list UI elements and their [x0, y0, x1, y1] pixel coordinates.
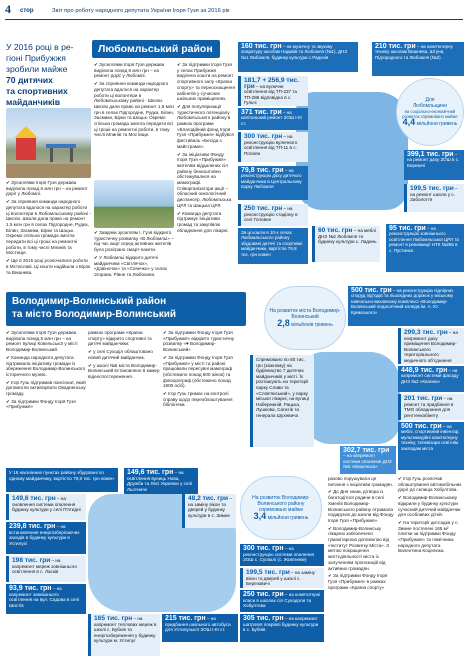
intro-line: майданчиків: [6, 97, 60, 107]
banner-line: Володимир-Волинський район: [12, 296, 167, 307]
paragraph: ✔ У Любомльі відкрито дитячі майданчики «Світлячок», «Дзвіночок» та «Сонечко» у селах Згорани, Рівне та Любохини.: [94, 254, 168, 277]
callout: [162, 614, 238, 642]
total-circle-lyubomil: [396, 78, 464, 146]
paragraph: ✔ За підтримки Фонду Ігоря Гузя «Прибужжя»: [6, 398, 76, 410]
page-header: [0, 0, 468, 22]
callout: [238, 204, 308, 226]
callout-text: – на реконструкцію зовнішнього освітлення Любомльської ЦРЛ та ремонт в реанімації НТК №286 в с. Пустинка: [389, 226, 459, 253]
playground-photo: [6, 108, 91, 178]
amount: 198 тис. гри: [12, 557, 51, 564]
callout-text: – на придбання шкільного автобуса для Устилузької ЗОШ І-ІІІ ст.: [165, 616, 231, 633]
callout: [398, 366, 464, 392]
paragraph: ✔ Володимир-Волинському відкрили у будинку культури сучасний дитячий майданчик для особливих дітей.: [398, 495, 461, 518]
circle-unit: мільйони гривень: [416, 121, 458, 127]
paragraph: ✔ Ігор Гузь розпочав облаштування автомобільних доріг до селища Хобултова.: [398, 476, 462, 493]
callout: [240, 544, 324, 566]
callout-text: – на заміну вікон та дверей у будинку культури в с. Зимне: [188, 496, 232, 518]
amount: 93,9 тис. грн: [9, 585, 52, 592]
city-map: [304, 352, 400, 444]
callout-text: – на заміну вікон та дверей у школі с. Березовичі: [246, 570, 315, 587]
callout-text: – на капремонт даху приміщення Володимир-Волинського територіального медичного об'єднання: [404, 330, 458, 363]
circle-unit: мільйонів гривень: [291, 322, 333, 328]
circle-label: На розвиток міста Володимир-Волинський: [269, 308, 341, 320]
amount: 199,5 тис. гри: [410, 185, 454, 192]
total-circle-city: [264, 286, 346, 350]
callout-text: – на вуличне освітлення від ТП-237 та ТП-286 відповідно в с. Гульчі: [244, 83, 297, 106]
amount: 448,9 тис. грн: [401, 367, 448, 374]
amount: 215 тис. грн: [165, 615, 206, 622]
callout-text: – на встановлення енергозберігаючих заходів в будинку культури в Устилузі: [9, 524, 80, 546]
callout-text: – на капітальний ремонт ЗОШ І-ІІІ ст.: [241, 110, 302, 126]
right-lower-col2: [398, 476, 464, 656]
intro-line: 70 дитячих: [6, 75, 53, 85]
callout: [240, 568, 324, 588]
paragraph: ✔ За підтримки Ігоря Гузя у селах Прибужжя виділено кошти на ремонт спортивного залу «Країна спорту» та переоснащення кабінетів у сучасних шкільних приміщеннях.: [177, 62, 235, 102]
amount: 95 тис. гри: [389, 225, 426, 232]
section1-col2: [94, 62, 174, 172]
section1-col2b: [94, 230, 174, 290]
header-divider: [5, 19, 463, 20]
amount: 149,6 тис. грн: [127, 469, 174, 476]
callout: [398, 422, 464, 470]
callout-text: – на комп'ютерну техніку школам Вишнева, Штуни, Підгородного та Любомля (№2): [375, 44, 453, 60]
paragraph: ✔ Завдяки зусиллям І. Гузя відкрито туристичну розвилку «В Любомльі» – під час акції серед активних жителів було розіграно смарт-пакети.: [94, 230, 174, 253]
page-word: стор: [20, 8, 34, 14]
amount: 250 тис. гри: [243, 591, 284, 598]
paragraph: ✔ Ігор Гузь підтримав пансіонат, який допомогли активізувати Овадненську громаду.: [6, 379, 86, 397]
paragraph: ✔ До Дня знань дітвора із багатодітної родини в селі Хмелів Володимир-Волинського району отримала подарунок до школи від Фонду Ігоря Гузя «Прибужжя».: [328, 489, 394, 523]
callout-text: – на реконструкцію вуличного освітлення від ТП-11 в с. Полапи: [244, 134, 298, 156]
section2-col3: [163, 330, 241, 465]
paragraph: ✔ Для популяризації туристичного потенціалу Любомльського району в рамках програми «Благодійний фонд Ігоря Гузя «Прибужжя» відбувся фестиваль «Бесіда з майстрами».: [177, 103, 234, 149]
callout: [238, 42, 358, 72]
amount: 302,7 тис. гри: [343, 447, 390, 454]
intro-line: та спортивних: [6, 86, 68, 96]
total-circle-district: [240, 476, 322, 540]
amount: 201 тис. гри: [404, 395, 443, 402]
amount: 239,8 тис. грн: [9, 523, 56, 530]
callout-text: – на реконструкцію даху дитячого майданчика в Центральному парку Любомля: [241, 168, 302, 190]
circle-amount: 3,4: [253, 511, 267, 521]
amount: 210 тис. гри: [375, 43, 416, 50]
paragraph: ✔ Ще в 2015 році розпочалися роботи в Мстиславі. Ці кошти надійшли з Бірок та Вишнева.: [6, 258, 91, 275]
banner-line: та місто Володимир-Волинський: [12, 309, 177, 320]
amount: 165 тис. грн: [94, 615, 133, 622]
amount: 181,7 + 256,9 тис. гри: [244, 77, 300, 90]
circle-label: Любомльщини: [412, 103, 448, 109]
paragraph: ✔ За ініціативи Фонду Ігоря Гузя «Прибужжя» жителям віддалених сіл району безкоштовно обстежувалися на мамографі. Співорганізатори акції – обласний онкологічний диспансер, Любомльська ЦРЛ та Шацька ЦРЛ.: [177, 151, 232, 208]
amount: 60 тис. грн: [318, 227, 353, 234]
paragraph: ✔ Зусиллями Ігоря Гузя держава виділила понад 5 млн грн – на ремонт вулиці Ковельської у місті Володимир-Волинський.: [6, 330, 78, 353]
callout: [238, 228, 308, 264]
callout: [398, 394, 464, 420]
paragraph: разово порушувала це питання з ініціативи громадян.: [328, 476, 393, 487]
amount: 149,6 тис. грн: [12, 495, 56, 502]
callout-text: – на капремонт системи опалення ДНЗ №5 «Вишенька»: [343, 453, 392, 470]
callout-text: – на музичну та звукову апаратуру школам Надиків та Любомля (№1), ДНЗ №1 Любомля, будинку культури с.Радехів: [241, 44, 348, 60]
amount: 500 тис. гри: [351, 287, 392, 294]
callout: [124, 468, 198, 494]
callout: [404, 150, 464, 180]
callout-text: – на капремонт теплових мереж в школі с. Бубнів та енергозбереження у будинку культури м. Устилуг: [94, 616, 157, 644]
paragraph: ✔ Ігор Гузь тримає на контролі справу щодо переоблаштування бібліотеки.: [163, 391, 233, 408]
playgrounds-note: У 18 населених пунктах району збудовані по одному майданчику, вартістю 79,8 тис. грн кожен: [6, 468, 118, 492]
playground-illustration: [6, 108, 91, 178]
callout: [240, 590, 324, 612]
circle-amount: 2,8: [277, 318, 290, 328]
circle-label: Для: [425, 97, 435, 103]
mid-text: [250, 355, 314, 447]
callout: [182, 494, 236, 528]
paragraph: ✔ Володимир-Волинську лікарню забезпечено гуманітарною допомогою від «Інститут Розвитку Міста». З метою покращення життєдіяльності міста із залученням пропозицій від активних громадян.: [328, 525, 390, 571]
callout-text: – на капремонт шатрової покрівлі будинку культури в с. Бубнів: [243, 616, 319, 633]
amount: 371 тис. гри: [241, 109, 282, 116]
amount: 399,1 тис. гри: [407, 151, 454, 158]
callout-text: – на меблі, спортивний інвентар, мультимедійні комп'ютерну техніку, телевізори освітнім закладам міста: [401, 424, 460, 451]
paragraph: ✔ За підтримки Фонду Ігоря Гузя «Прибужжя» в рамках програми «Країна спорту»: [328, 573, 388, 590]
mid-text-line: Спрямовано по: [256, 357, 289, 362]
section2-col1: [6, 330, 86, 465]
callout-text: – на реконструкцію системи опалення ЗОШ с. Сусвалі (с. Жовтневе): [243, 546, 315, 563]
paragraph: ✔ Зусиллями Ігоря Гузя держава виділила понад 6 млн грн – на ремонт доріг у Любомлі.: [94, 62, 165, 79]
intro-line: зробили майже: [6, 64, 68, 74]
paragraph: ✔ у селі Суходіл облаштовано новий дитячий майданчик.: [88, 349, 153, 360]
paragraph: ✔ За сприяння команди народного депутата вдалося на характер роботи ці волонтери в Любомльському районі - Школи. Школи дали право на ремонт 1,5 млн грн в селах Підгородне, Рудка, Білин, Засмики, Бірки та Шацьк. Окремо спільна громада змогла передати всі ці гроші на ремонтні роботи, в тому числі Млинів та Мостище.: [94, 81, 174, 138]
paragraph: рамках програми «Країна спорту» відкрито спортивні та дитячі майданчики:: [88, 330, 152, 347]
callout: [6, 494, 86, 520]
paragraph: ✔ у школі №5 міста Володимир-Волинський встановлено 8 камер відеоспостереження.: [88, 362, 160, 379]
callout-text: – на оновлення системи опалення будинку культури у селі П'ятидні: [12, 496, 81, 513]
paragraph: ✔ На території дитсадка у с. Зимне постелені 165 м² плитки за підтримки Фонду «Прибужжя» та помічника народного депутата Валентина Коцелюка.: [398, 519, 459, 554]
right-lower-col1: [328, 476, 394, 656]
amount: 250 тис. грн: [244, 205, 283, 212]
amount: 300 тис. грн: [243, 545, 284, 552]
callout-text: – на ремонт та придбання в ТМО обладнання для рентгенкабінету: [404, 396, 454, 418]
paragraph: ✔ За сприяння команди народного депутата вдалося на характер роботи ці волонтери в Любомльському районі - Школи. Школи дали право на ремонт 1,5 млн грн в селах Підгородне, Рудка, Білин, Засмики, Бірки та Шацьк. Окремо спільна громада змогла передати всі ці гроші на ремонтні роботи, в тому числі Млинів та Мостище.: [6, 199, 91, 256]
amount: 500 тис. гри: [401, 423, 442, 430]
paragraph: ✔ За підтримки Фонду Ігоря Гузя «Прибужжя» у місті та районі працювали пересувні мамограф (обстежило понад 600 жінок) та флюорограф (обстежено понад 1900 осіб).: [163, 354, 233, 389]
callout-text: – на освітлення вулиць Нова, Дружби та Лесі Українки у селі Льотниче: [127, 470, 193, 492]
callout: [386, 224, 464, 272]
callout: [238, 76, 308, 106]
amount: 299,3 тис. грн: [404, 329, 448, 336]
callout-text: – на капремонт зовнішнього освітлення на вул. Садова в селі Шистів: [9, 586, 80, 608]
callout: [404, 184, 464, 212]
callout-text: – на ремонт школи у с. Заболоття: [410, 186, 458, 203]
callout-text: – на реконструкцію стадіону в селі Головне: [244, 206, 298, 223]
callout: [238, 132, 308, 162]
callout-text: За ці кошти в 10-х селах Любомльського району збудовані дитячі та спортивні майданчики, вартістю 79,8 тис. грн кожен: [241, 230, 303, 257]
lyubomil-map: [296, 92, 408, 210]
page-number: 4: [5, 2, 11, 16]
callout: [398, 328, 464, 364]
header-title: Звіт про роботу народного депутата України Ігоря Гузя за 2016 рік: [52, 8, 230, 14]
callout-text: – на меблі ДНЗ №2 Любомля та будинку культури с. Ладинь: [318, 228, 377, 245]
section2-col2: [88, 330, 160, 465]
amount: 300 тис. грн: [244, 133, 283, 140]
callout: [238, 166, 308, 200]
callout-text: – на ремонт даху ЗОШ в с. Березичі: [407, 152, 460, 168]
callout: [6, 584, 86, 614]
callout: [88, 614, 160, 656]
callout: [238, 108, 308, 130]
amount: 199,5 тис. гри: [246, 569, 290, 576]
callout: [6, 522, 86, 554]
amount: 160 тис. грн: [241, 43, 282, 50]
callout: [340, 446, 396, 474]
amount: 79,8 тис. гри: [241, 167, 284, 174]
callout: [240, 614, 324, 642]
callout: [6, 556, 86, 582]
intro-line: гіоні Прибужжя: [6, 53, 66, 63]
section1-col1: [6, 180, 91, 290]
circle-amount: 4,4: [402, 117, 416, 127]
callout-text: – на комп'ютерні класи в школах сіл Суходоли та Хобултова: [243, 592, 321, 609]
amount: 305 тис. грн: [243, 615, 284, 622]
callout-text: – на капремонт системи фасаду ДНЗ №2 «Калина»: [401, 368, 459, 384]
section-banner-lyubomil: Любомльський район: [92, 40, 220, 58]
callout-text: – на капремонт мереж зовнішнього освітлення в с. Ласків: [12, 558, 77, 575]
route-photo: [94, 180, 174, 228]
paragraph: ✔ Зусиллями Ігоря Гузя держава виділила понад 6 млн грн – на ремонт доріг у Любомлі.: [6, 180, 88, 197]
mid-text-line: 80 тис. грн (кожному) на будівництво 7 дитячих майданчиків у місті. Їх розташують на території парку Слави та «Слов'янський», у парку міської лікарні, на вулиці Набережній, Рацька, Лушкова, Сапєгів та генерала Шухевича: [256, 357, 309, 418]
callout-text: – на реконструкцію підпірних споруд під'їздів та пішохідних доріжок у міському навчально-виховному комплексі «Володимир-Волинський педагогічний коледж ім. А. Ю. Кримського»: [351, 288, 454, 315]
circle-label: На розвиток Володимир-Волинського району спрямовано майже: [252, 495, 310, 513]
callout: [348, 286, 464, 326]
circle-unit: мільйони гривень: [267, 515, 309, 521]
callout: [372, 42, 464, 76]
section-banner-volodymyr: [6, 292, 246, 326]
callout: [312, 226, 380, 262]
circle-label: на соціально-економічний розвиток спрямовано майже: [402, 109, 458, 119]
intro-line: У 2016 році в ре-: [6, 42, 74, 52]
paragraph: ✔ Команда депутата підтримує ініціативи громад та закупівлю обладнання для лікарні.: [177, 210, 229, 233]
amount: 48,2 тис. гри: [188, 495, 229, 502]
section1-col3: [177, 62, 235, 290]
paragraph: ✔ Команда народного депутата підтримала ініціативу громади із збереження Володимир-Волинського історичного музею.: [6, 354, 86, 377]
paragraph: ✔ За підтримки Фонду Ігоря Гузя «Прибужжя» відкрито туристичну розвилку «♥ Володимир-Волинський»: [163, 330, 235, 353]
intro-text: [6, 42, 91, 108]
